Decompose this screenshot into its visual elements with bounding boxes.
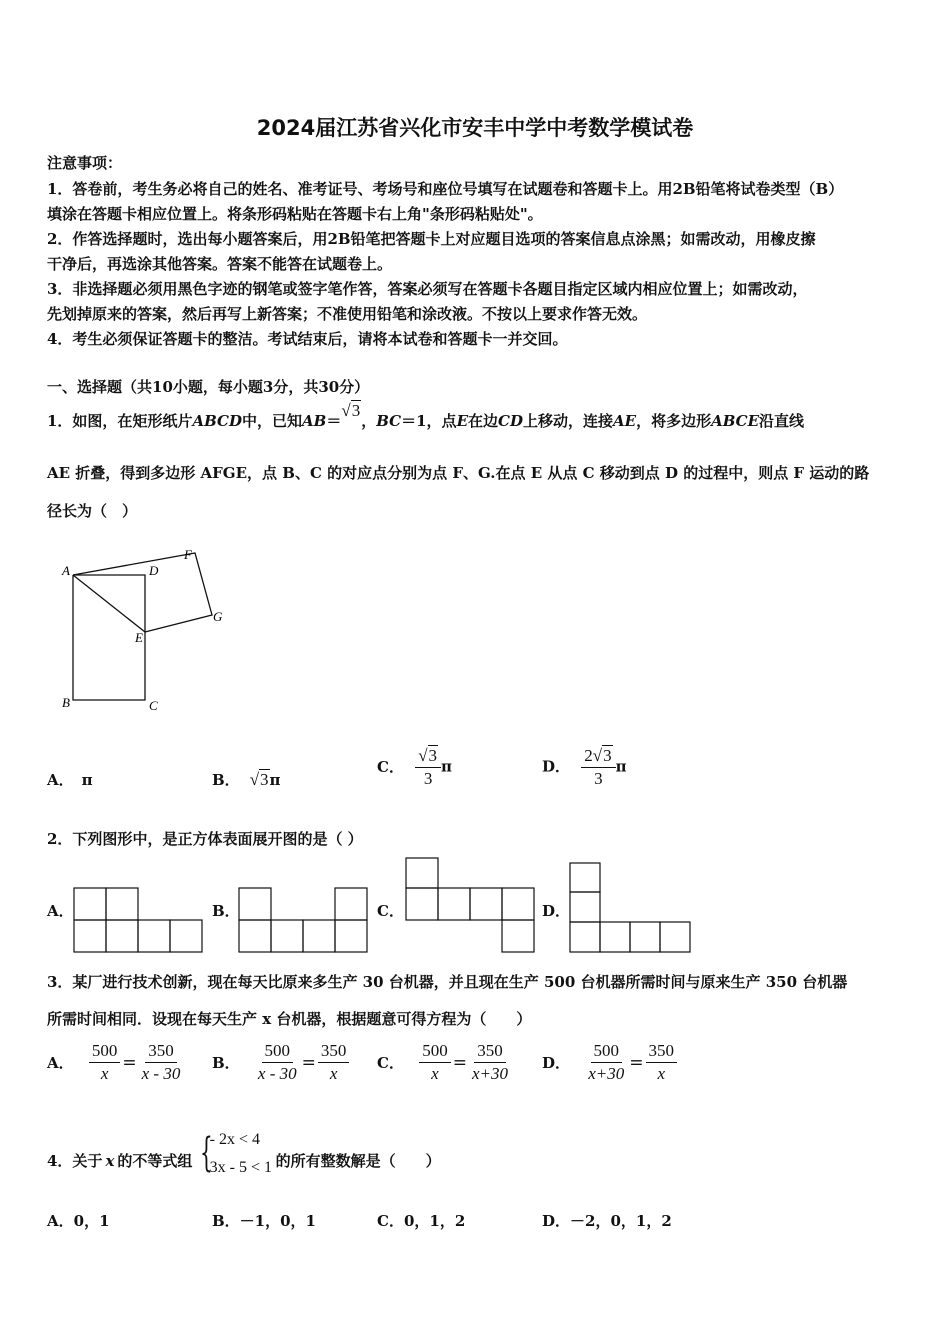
q1-figure [55, 545, 235, 715]
label-e: E [135, 630, 143, 645]
q3-option-b[interactable]: B． $\frac{500}{x - 30}$ = $\frac{350}{x}$ [212, 1040, 349, 1085]
notice-line: 3．非选择题必须用黑色字迹的钢笔或签字笔作答，答案必须写在答题卡各题目指定区域内相应位置上；如需改动， [47, 280, 808, 298]
notice-line: 4．考生必须保证答题卡的整洁。考试结束后，请将本试卷和答题卡一并交回。 [47, 330, 568, 348]
section-heading: 一、选择题（共10小题，每小题3分，共30分） [47, 378, 370, 396]
q2-option-b[interactable]: B． [212, 902, 240, 920]
q2-option-d[interactable]: D． [542, 902, 571, 920]
q4-option-a[interactable]: A．0，1 [47, 1212, 110, 1230]
q4-option-b[interactable]: B．－1，0，1 [212, 1212, 316, 1230]
q2-option-a[interactable]: A． [47, 902, 74, 920]
q1-option-a[interactable]: A． π [47, 771, 93, 789]
q1-option-b[interactable]: B． √3π [212, 770, 281, 789]
notice-line: 1．答卷前，考生务必将自己的姓名、准考证号、考场号和座位号填写在试题卷和答题卡上。用2B铅笔将试卷类型（B） [47, 180, 844, 198]
q2-net-b [239, 888, 369, 953]
q1-line3: 径长为（ ） [47, 502, 138, 520]
q4-stem: 4．关于 x 的不等式组 { - 2x < 4 3x - 5 < 1 的所有整数解是（ ） [47, 1130, 441, 1176]
notice-line: 干净后，再选涂其他答案。答案不能答在试题卷上。 [47, 255, 393, 273]
q4-ineq-2: 3x - 5 < 1 [209, 1159, 272, 1176]
label-b: B [62, 695, 70, 710]
q3-option-c[interactable]: C． $\frac{500}{x}$ = $\frac{350}{x+30}$ [377, 1041, 508, 1083]
q3-option-d[interactable]: D． $\frac{500}{x+30}$ = $\frac{350}{x}$ [542, 1040, 677, 1085]
q2-stem: 2．下列图形中，是正方体表面展开图的是（ ） [47, 830, 363, 848]
label-g: G [213, 609, 223, 624]
q1-option-d[interactable]: D． $\frac{2√3}{3}$ π [542, 746, 627, 788]
q2-net-a [74, 888, 204, 953]
q2-net-c [406, 858, 541, 953]
q4-option-c[interactable]: C．0，1，2 [377, 1212, 466, 1230]
q1-option-c[interactable]: C． $\frac{√3}{3}$ π [377, 746, 453, 788]
q4-option-d[interactable]: D．－2，0，1，2 [542, 1212, 672, 1230]
label-c: C [149, 698, 158, 713]
page-title: 2024届江苏省兴化市安丰中学中考数学模试卷 [256, 116, 694, 140]
q1-line2: AE 折叠，得到多边形 AFGE，点 B、C 的对应点分别为点 F、G.在点 E 从点 C 移动到点 D 的过程中，则点 F 运动的路 [47, 464, 870, 482]
q4-ineq-1: - 2x < 4 [209, 1131, 260, 1148]
label-a: A [62, 563, 70, 578]
notice-line: 填涂在答题卡相应位置上。将条形码粘贴在答题卡右上角"条形码粘贴处"。 [47, 205, 543, 223]
q2-net-d [570, 863, 695, 953]
q2-option-c[interactable]: C． [377, 902, 404, 920]
polygon-afge [73, 553, 212, 632]
notice-line: 先划掉原来的答案，然后再写上新答案；不准使用铅笔和涂改液。不按以上要求作答无效。 [47, 305, 648, 323]
q3-line2: 所需时间相同．设现在每天生产 x 台机器，根据题意可得方程为（ ） [47, 1010, 532, 1028]
notice-heading: 注意事项： [47, 154, 123, 172]
q1-line1: 1．如图，在矩形纸片ABCD中，已知AB＝√3，BC＝1，点E在边CD上移动，连接AE，将多边形ABCE沿直线 [47, 401, 805, 430]
segment-ae [73, 575, 145, 632]
q3-option-a[interactable]: A． $\frac{500}{x}$ = $\frac{350}{x - 30}$ [47, 1041, 181, 1083]
notice-line: 2．作答选择题时，选出每小题答案后，用2B铅笔把答题卡上对应题目选项的答案信息点涂黑；如需改动，用橡皮擦 [47, 230, 816, 248]
label-d: D [149, 563, 159, 578]
q3-line1: 3．某厂进行技术创新，现在每天比原来多生产 30 台机器，并且现在生产 500 台机器所需时间与原来生产 350 台机器 [47, 973, 848, 991]
label-f: F [184, 547, 192, 562]
